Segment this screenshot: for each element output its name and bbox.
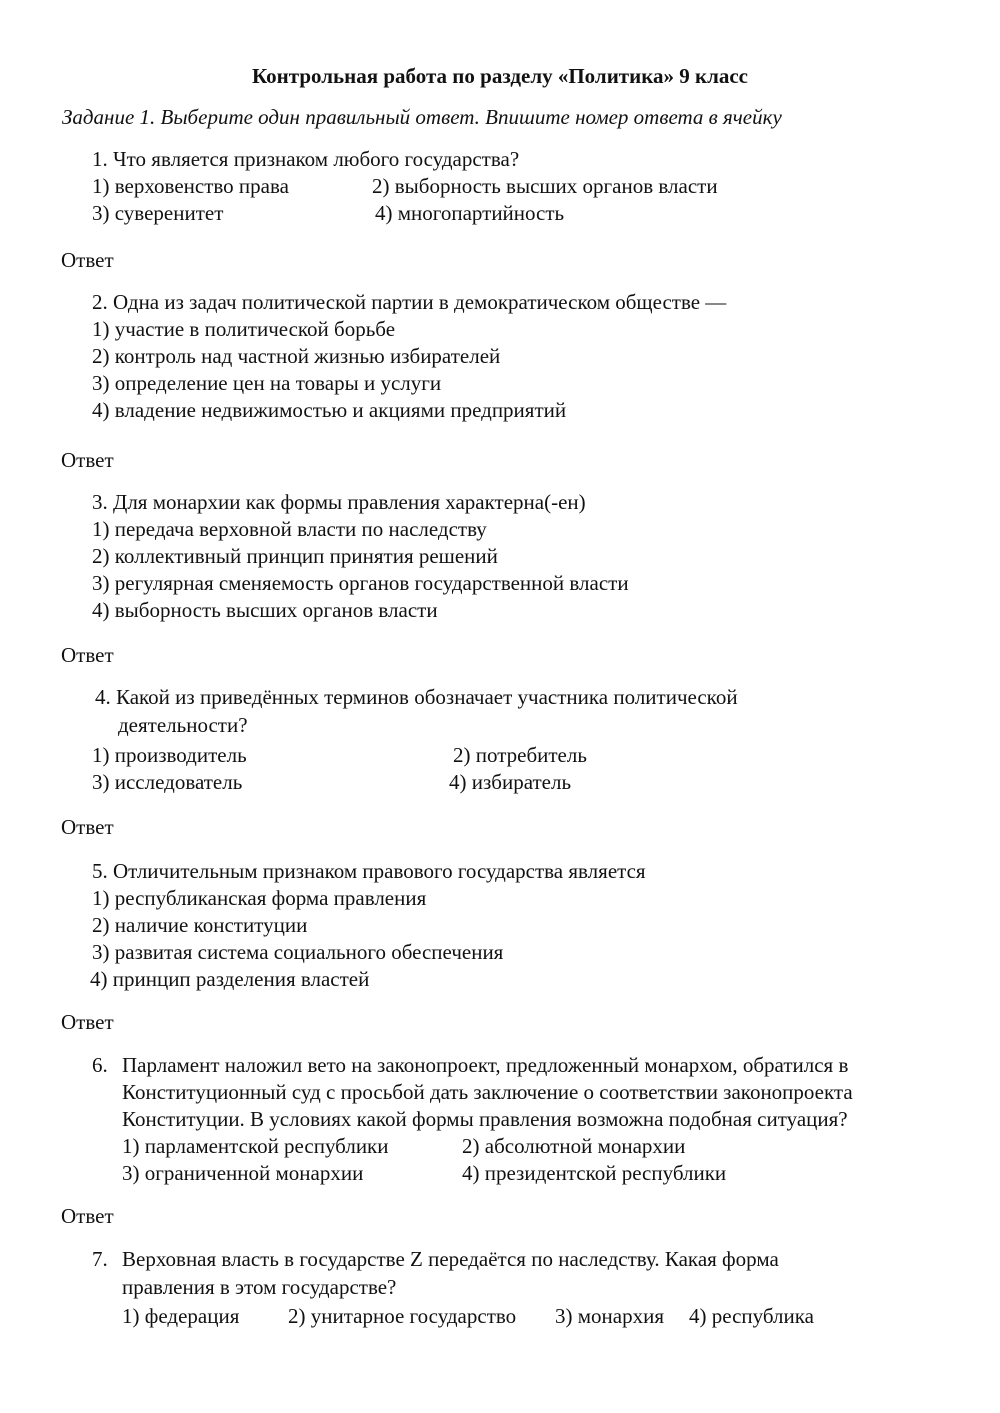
- answer-field[interactable]: Ответ: [61, 448, 114, 472]
- answer-field[interactable]: Ответ: [61, 643, 114, 667]
- question-text: Верховная власть в государстве Z передаётся по наследству. Какая форма: [122, 1247, 779, 1271]
- option: 3) ограниченной монархии: [122, 1161, 364, 1185]
- question-text: 1. Что является признаком любого государства?: [92, 147, 520, 171]
- option: 3) суверенитет: [92, 201, 224, 225]
- page-title: Контрольная работа по разделу «Политика» 9 класс: [251, 64, 749, 88]
- option: 1) федерация: [122, 1304, 240, 1328]
- question-number: 7.: [92, 1247, 108, 1271]
- option: 4) избиратель: [449, 770, 572, 794]
- option: 3) регулярная сменяемость органов государственной власти: [92, 571, 629, 595]
- option: 2) контроль над частной жизнью избирателей: [92, 344, 501, 368]
- answer-field[interactable]: Ответ: [61, 1010, 114, 1034]
- option: 1) республиканская форма правления: [92, 886, 427, 910]
- option: 4) выборность высших органов власти: [92, 598, 438, 622]
- option: 2) коллективный принцип принятия решений: [92, 544, 498, 568]
- option: 2) выборность высших органов власти: [372, 174, 718, 198]
- question-text: Конституции. В условиях какой формы правления возможна подобная ситуация?: [122, 1107, 848, 1131]
- option: 4) президентской республики: [462, 1161, 727, 1185]
- option: 1) передача верховной власти по наследству: [92, 517, 487, 541]
- question-text: Парламент наложил вето на законопроект, предложенный монархом, обратился в: [122, 1053, 849, 1077]
- question-text: правления в этом государстве?: [122, 1275, 397, 1299]
- answer-field[interactable]: Ответ: [61, 815, 114, 839]
- question-text: 4. Какой из приведённых терминов обозначает участника политической: [95, 685, 738, 709]
- option: 1) участие в политической борьбе: [92, 317, 396, 341]
- option: 3) исследователь: [92, 770, 243, 794]
- option: 3) определение цен на товары и услуги: [92, 371, 442, 395]
- option: 4) республика: [689, 1304, 814, 1328]
- option: 2) наличие конституции: [92, 913, 308, 937]
- answer-field[interactable]: Ответ: [61, 248, 114, 272]
- option: 3) развитая система социального обеспечения: [92, 940, 504, 964]
- option: 3) монархия: [555, 1304, 664, 1328]
- answer-field[interactable]: Ответ: [61, 1204, 114, 1228]
- question-number: 6.: [92, 1053, 108, 1077]
- option: 1) парламентской республики: [122, 1134, 389, 1158]
- question-text: 2. Одна из задач политической партии в демократическом обществе —: [92, 290, 727, 314]
- question-text: 5. Отличительным признаком правового государства является: [92, 859, 646, 883]
- option: 2) абсолютной монархии: [462, 1134, 686, 1158]
- task-instruction: Задание 1. Выберите один правильный ответ. Впишите номер ответа в ячейку: [62, 105, 782, 129]
- question-text: Конституционный суд с просьбой дать заключение о соответствии законопроекта: [122, 1080, 853, 1104]
- option: 4) владение недвижимостью и акциями предприятий: [92, 398, 567, 422]
- option: 2) потребитель: [453, 743, 587, 767]
- option: 4) многопартийность: [375, 201, 565, 225]
- option: 1) производитель: [92, 743, 247, 767]
- question-text: 3. Для монархии как формы правления характерна(-ен): [92, 490, 586, 514]
- option: 2) унитарное государство: [288, 1304, 517, 1328]
- option: 1) верховенство права: [92, 174, 289, 198]
- question-text: деятельности?: [118, 713, 248, 737]
- option: 4) принцип разделения властей: [90, 967, 370, 991]
